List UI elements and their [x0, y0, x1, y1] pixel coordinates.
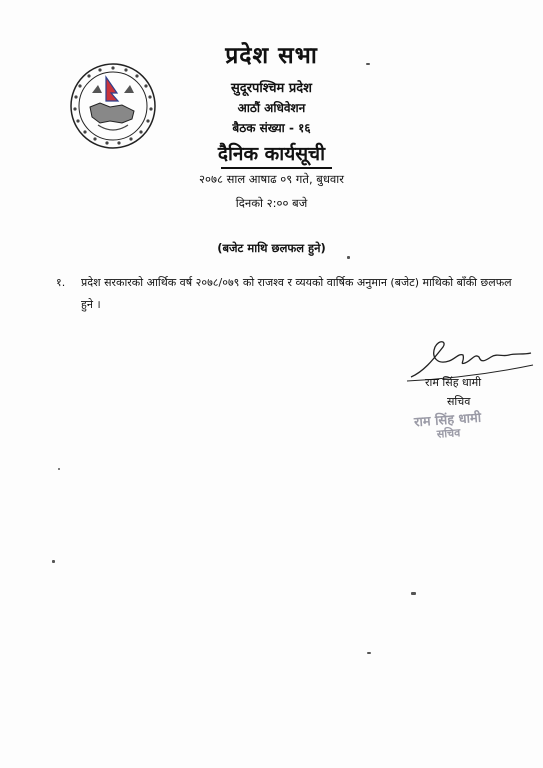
scan-speck — [366, 63, 370, 65]
stamp-name: राम सिंह धामी — [413, 410, 482, 431]
agenda-title-underline — [221, 167, 332, 169]
agenda-item-text: प्रदेश सरकारको आर्थिक वर्ष २०७८/०७९ को राजश्व र व्ययको वार्षिक अनुमान (बजेट) माथिको बाँकी छलफल हुने । — [81, 276, 512, 311]
signatory-title: सचिव — [447, 395, 471, 408]
scan-speck — [52, 560, 55, 563]
official-stamp — [397, 407, 499, 445]
stamp-title: सचिव — [436, 426, 461, 441]
scan-speck — [347, 256, 350, 259]
meeting-date: २०७८ साल आषाढ ०९ गते, बुधवार — [199, 172, 344, 186]
province-name: सुदूरपश्चिम प्रदेश — [231, 81, 312, 96]
meeting-number: बैठक संख्या - १६ — [232, 121, 311, 135]
signatory-name: राम सिंह धामी — [425, 376, 482, 389]
section-heading: (बजेट माथि छलफल हुने) — [217, 241, 326, 255]
session-label: आठौं अधिवेशन — [237, 101, 306, 115]
scan-speck — [411, 592, 416, 595]
scan-speck — [367, 652, 371, 654]
meeting-time: दिनको २:०० बजे — [235, 196, 308, 210]
scan-speck — [58, 468, 60, 470]
agenda-title: दैनिक कार्यसूची — [217, 143, 326, 165]
agenda-item-number: १. — [56, 276, 66, 289]
assembly-title: प्रदेश सभा — [225, 43, 318, 69]
